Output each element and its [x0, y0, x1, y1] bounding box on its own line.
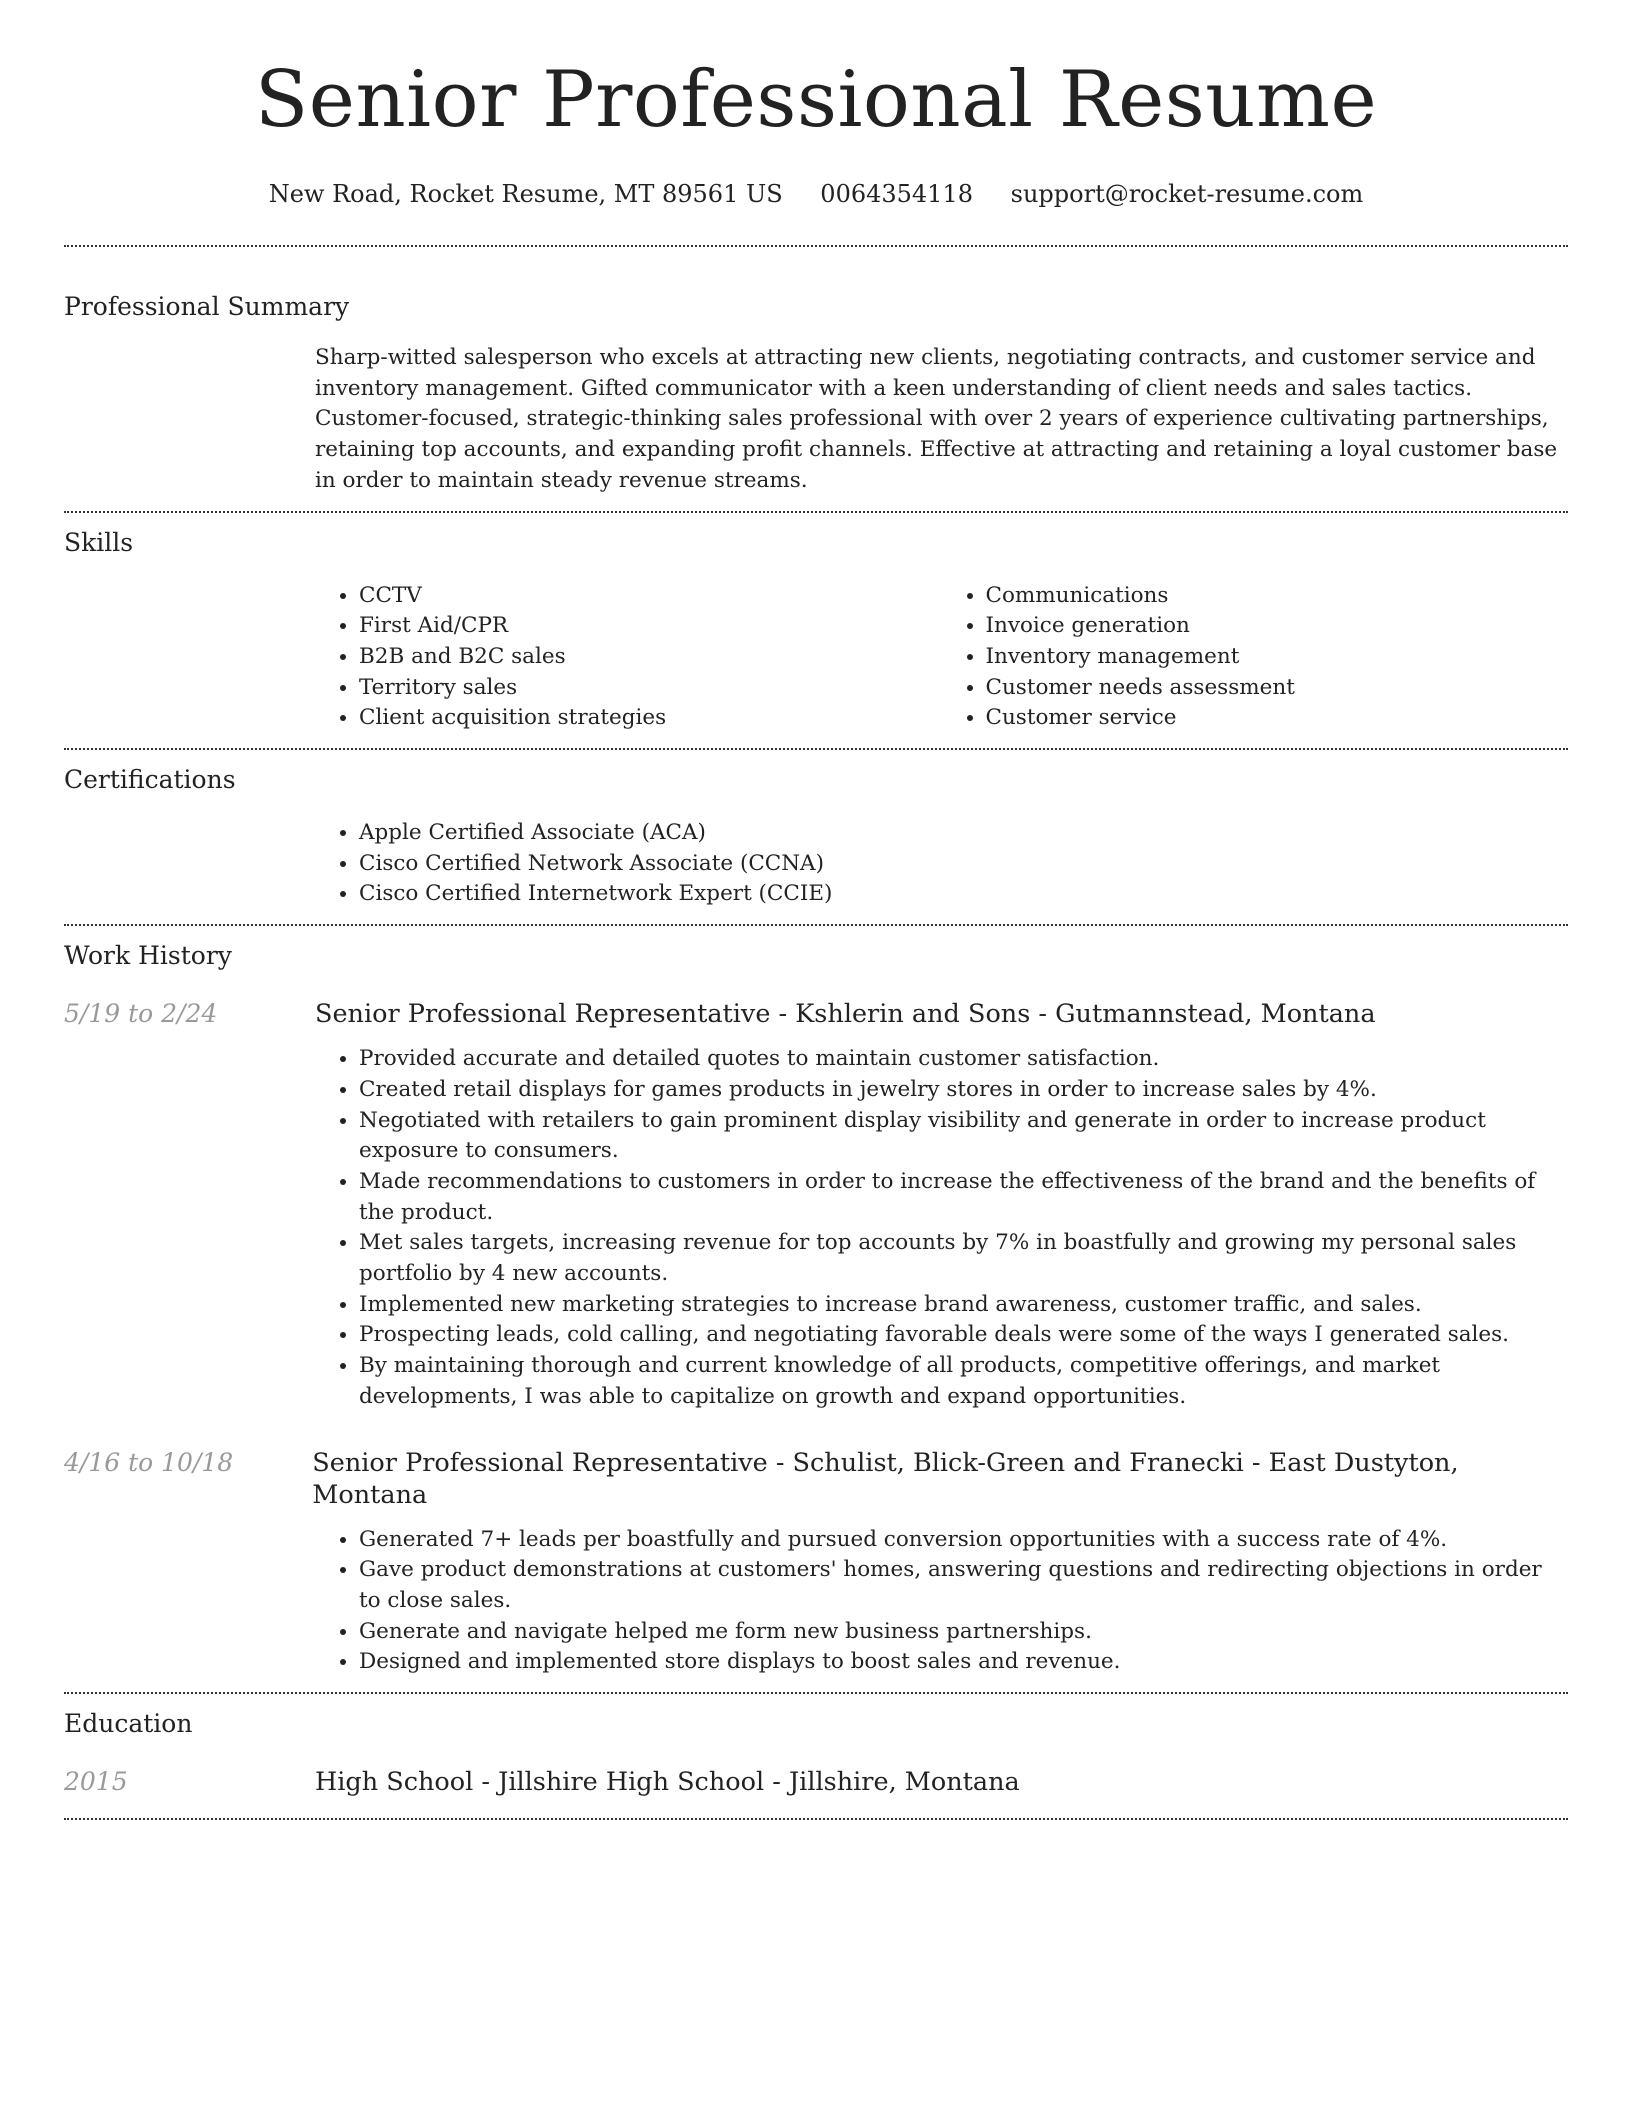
contact-line: [64, 176, 1568, 212]
summary-text: Sharp-witted salesperson who excels at attracting new clients, negotiating contracts, and customer service and inventory management. Gifted communicator with a keen understanding of client needs and sales tactics. Customer-focused, strategic-thinking sales professional with over 2 years of experience cultivating partnerships, retaining top accounts, and expanding profit channels. Effective at attracting and retaining a loyal customer base in order to maintain steady revenue streams.: [315, 345, 1558, 493]
job-entry: [64, 1447, 1568, 1511]
education-entry: [64, 1766, 1568, 1798]
job-title: Senior Professional Representative - Kshlerin and Sons - Gutmannstead, Montana: [315, 999, 1376, 1030]
list-item: • Generated 7+ leads per boastfully and pursued conversion opportunities with a success rate of 4%.: [359, 1525, 1568, 1556]
education-year: 2015: [64, 1767, 128, 1797]
section-heading-certifications: Certifications: [64, 765, 236, 795]
divider: [64, 1818, 1568, 1820]
section-heading-summary: Professional Summary: [64, 292, 350, 321]
job-entry: [64, 998, 1568, 1030]
section-professional-summary: [64, 291, 1568, 497]
list-item: • Made recommendations to customers in order to increase the effectiveness of the brand and the benefits of the product.: [359, 1167, 1568, 1228]
list-item: • Met sales targets, increasing revenue for top accounts by 7% in boastfully and growing my personal sales portfolio by 4 new accounts.: [359, 1228, 1568, 1289]
list-item: • Designed and implemented store displays to boost sales and revenue.: [359, 1647, 1568, 1678]
list-item: • Communications: [986, 581, 1569, 612]
list-item: • Created retail displays for games products in jewelry stores in order to increase sales by 4%.: [359, 1075, 1568, 1106]
list-item: • CCTV: [359, 581, 942, 612]
section-work-history: [64, 940, 1568, 1678]
list-item: • Cisco Certified Network Associate (CCNA): [359, 849, 1568, 880]
list-item: • Cisco Certified Internetwork Expert (CCIE): [359, 879, 1568, 910]
section-education: [64, 1708, 1568, 1798]
list-item: • B2B and B2C sales: [359, 642, 942, 673]
divider: [64, 748, 1568, 750]
list-item: • By maintaining thorough and current knowledge of all products, competitive offerings, and market developments, I was able to capitalize on growth and expand opportunities.: [359, 1351, 1568, 1412]
list-item: • Apple Certified Associate (ACA): [359, 818, 1568, 849]
skills-list-left: [315, 581, 942, 735]
list-item: • Provided accurate and detailed quotes to maintain customer satisfaction.: [359, 1044, 1568, 1075]
contact-phone: 0064354118: [820, 180, 973, 208]
contact-email: support@rocket-resume.com: [1010, 180, 1364, 208]
section-heading-skills: Skills: [64, 527, 134, 557]
list-item: • Negotiated with retailers to gain prominent display visibility and generate in order to increase product exposure to consumers.: [359, 1106, 1568, 1167]
job-dates: 5/19 to 2/24: [64, 999, 218, 1029]
job-dates: 4/16 to 10/18: [64, 1447, 234, 1477]
section-heading-education: Education: [64, 1709, 193, 1739]
certifications-list: [315, 818, 1568, 910]
list-item: • Gave product demonstrations at customers' homes, answering questions and redirecting objections in order to close sales.: [359, 1555, 1568, 1616]
list-item: • Prospecting leads, cold calling, and negotiating favorable deals were some of the ways I generated sales.: [359, 1320, 1568, 1351]
divider: [64, 924, 1568, 926]
list-item: • Territory sales: [359, 673, 942, 704]
section-skills: [64, 527, 1568, 735]
divider: [64, 1692, 1568, 1694]
list-item: • Customer service: [986, 703, 1569, 734]
section-certifications: [64, 764, 1568, 910]
section-heading-work-history: Work History: [64, 941, 232, 971]
list-item: • Generate and navigate helped me form new business partnerships.: [359, 1617, 1568, 1648]
divider: [64, 511, 1568, 513]
list-item: • Implemented new marketing strategies to increase brand awareness, customer traffic, and sales.: [359, 1290, 1568, 1321]
list-item: • Client acquisition strategies: [359, 703, 942, 734]
contact-address: New Road, Rocket Resume, MT 89561 US: [268, 180, 783, 208]
job-bullets: [315, 1044, 1568, 1412]
list-item: • Customer needs assessment: [986, 673, 1569, 704]
skills-list-right: [942, 581, 1569, 735]
divider: [64, 245, 1568, 247]
job-title: Senior Professional Representative - Schulist, Blick-Green and Franecki - East Dustyton, Montana: [312, 1447, 1459, 1510]
resume-title: Senior Professional Resume: [254, 55, 1378, 145]
list-item: • First Aid/CPR: [359, 611, 942, 642]
list-item: • Invoice generation: [986, 611, 1569, 642]
list-item: • Inventory management: [986, 642, 1569, 673]
education-school: High School - Jillshire High School - Jillshire, Montana: [315, 1767, 1020, 1798]
resume-page: [64, 0, 1568, 1820]
job-bullets: [315, 1525, 1568, 1679]
